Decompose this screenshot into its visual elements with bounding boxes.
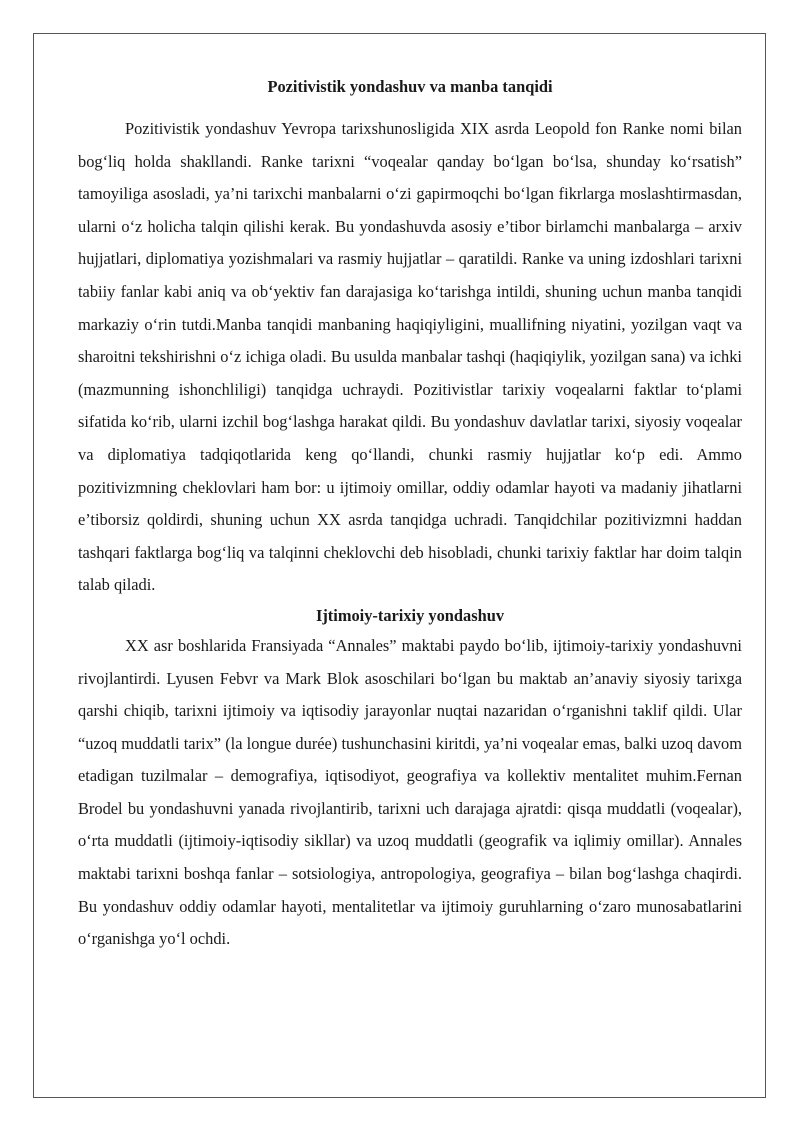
document-body [78, 73, 742, 956]
body-paragraph: Pozitivistik yondashuv Yevropa tarixshunosligida XIX asrda Leopold fon Ranke nomi bilan bog‘liq holda shakllandi. Ranke tarixni “voqealar qanday bo‘lgan bo‘lsa, shunday ko‘rsatish” tamoyiliga asosladi, ya’ni tarixchi manbalarni o‘zi gapirmoqchi bo‘lgan fikrlarga moslashtirmasdan, ularni o‘z holicha talqin qilishi kerak. Bu yondashuvda asosiy e’tibor birlamchi manbalarga – arxiv hujjatlari, diplomatiya yozishmalari va rasmiy hujjatlar – qaratildi. Ranke va uning izdoshlari tarixni tabiiy fanlar kabi aniq va ob‘yektiv fan darajasiga ko‘tarishga intildi, shuning uchun manba tanqidi markaziy o‘rin tutdi.Manba tanqidi manbaning haqiqiyligini, muallifning niyatini, yozilgan vaqt va sharoitni tekshirishni o‘z ichiga oladi. Bu usulda manbalar tashqi (haqiqiylik, yozilgan sana) va ichki (mazmunning ishonchliligi) tanqidga uchraydi. Pozitivistlar tarixiy voqealarni faktlar to‘plami sifatida ko‘rib, ularni izchil bog‘lashga harakat qildi. Bu yondashuv davlatlar tarixi, siyosiy voqealar va diplomatiya tadqiqotlarida keng qo‘llandi, chunki rasmiy hujjatlar ko‘p edi. Ammo pozitivizmning cheklovlari ham bor: u ijtimoiy omillar, oddiy odamlar hayoti va madaniy jihatlarni e’tiborsiz qoldirdi, shuning uchun XX asrda tanqidga uchradi. Tanqidchilar pozitivizmni haddan tashqari faktlarga bog‘liq va talqinni cheklovchi deb hisobladi, chunki tarixiy faktlar har doim talqin talab qiladi. [78, 119, 742, 595]
section-title: Pozitivistik yondashuv va manba tanqidi [267, 77, 553, 96]
section-heading: Ijtimoiy-tarixiy yondashuv [315, 605, 505, 625]
body-paragraph: XX asr boshlarida Fransiyada “Annales” maktabi paydo bo‘lib, ijtimoiy-tarixiy yondashuvni rivojlantirdi. Lyusen Febvr va Mark Blok asoschilari bo‘lgan bu maktab an’anaviy siyosiy tarixga qarshi chiqib, tarixni ijtimoiy va iqtisodiy jarayonlar nuqtai nazaridan o‘rganishni taklif qildi. Ular “uzoq muddatli tarix” (la longue durée) tushunchasini kiritdi, ya’ni voqealar emas, balki uzoq davom etadigan tuzilmalar – demografiya, iqtisodiyot, geografiya va kollektiv mentalitet muhim.Fernan Brodel bu yondashuvni yanada rivojlantirib, tarixni uch darajaga ajratdi: qisqa muddatli (voqealar), o‘rta muddatli (ijtimoiy-iqtisodiy sikllar) va uzoq muddatli (geografik va iqlimiy omillar). Annales maktabi tarixni boshqa fanlar – sotsiologiya, antropologiya, geografiya – bilan bog‘lashga chaqirdi. Bu yondashuv oddiy odamlar hayoti, mentalitetlar va ijtimoiy guruhlarning o‘zaro munosabatlarini o‘rganishga yo‘l ochdi. [78, 635, 742, 949]
